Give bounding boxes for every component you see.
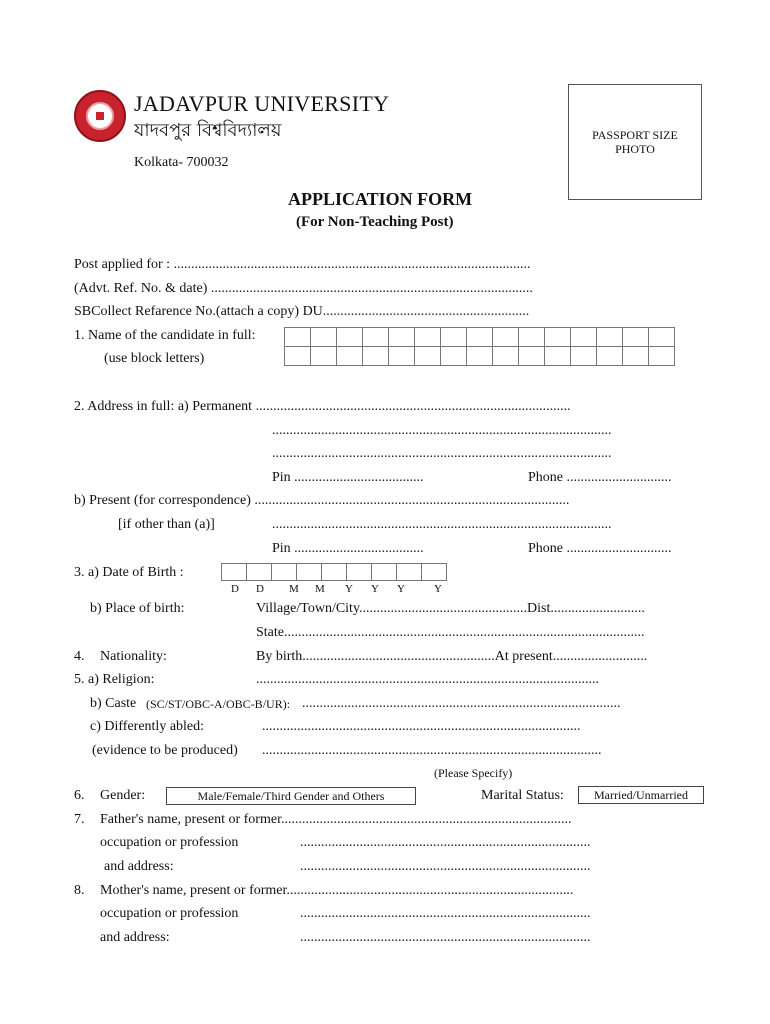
- dob-cell[interactable]: [296, 563, 322, 581]
- gender-label: Gender:: [100, 788, 146, 803]
- dob-letter: Y: [397, 583, 405, 595]
- name-cell[interactable]: [311, 328, 337, 347]
- mother-address-field[interactable]: ...................................................................................: [300, 930, 591, 945]
- dob-letter: Y: [371, 583, 379, 595]
- nationality-label: Nationality:: [100, 649, 167, 664]
- form-title: APPLICATION FORM: [288, 189, 473, 209]
- name-cell[interactable]: [519, 347, 545, 366]
- nationality-field[interactable]: By birth.......................................................At present...........................: [256, 649, 648, 664]
- address-permanent-field[interactable]: 2. Address in full: a) Permanent ..........................................................................................: [74, 399, 571, 414]
- name-cell[interactable]: [337, 347, 363, 366]
- name-cell[interactable]: [389, 328, 415, 347]
- name-grid[interactable]: [284, 327, 675, 366]
- name-cell[interactable]: [597, 347, 623, 366]
- dob-cell[interactable]: [396, 563, 422, 581]
- dob-cell[interactable]: [371, 563, 397, 581]
- address-permanent-line-3[interactable]: .................................................................................................: [272, 446, 612, 461]
- pob-state-field[interactable]: State.......................................................................................................: [256, 625, 645, 640]
- religion-label: 5. a) Religion:: [74, 672, 155, 687]
- address-permanent-line-2[interactable]: .................................................................................................: [272, 423, 612, 438]
- university-name-bengali: যাদবপুর বিশ্ববিদ্যালয়: [134, 120, 282, 141]
- caste-label: b) Caste: [90, 696, 137, 711]
- name-cell[interactable]: [519, 328, 545, 347]
- father-number: 7.: [74, 812, 85, 827]
- evidence-label: (evidence to be produced): [92, 743, 238, 758]
- university-name: JADAVPUR UNIVERSITY: [134, 91, 390, 116]
- dob-label: 3. a) Date of Birth :: [74, 565, 184, 580]
- caste-field[interactable]: ...........................................................................................: [302, 696, 621, 711]
- name-grid-row-1: [285, 328, 675, 347]
- name-label: 1. Name of the candidate in full:: [74, 328, 256, 343]
- dob-letter: M: [315, 583, 325, 595]
- dob-letter: D: [231, 583, 239, 595]
- name-cell[interactable]: [441, 347, 467, 366]
- name-cell[interactable]: [363, 328, 389, 347]
- passport-photo-box: [568, 84, 702, 200]
- name-cell[interactable]: [623, 347, 649, 366]
- religion-field[interactable]: ..................................................................................................: [256, 672, 599, 687]
- name-cell[interactable]: [285, 328, 311, 347]
- photo-label-line-1: PASSPORT SIZE: [592, 128, 678, 142]
- name-cell[interactable]: [337, 328, 363, 347]
- father-occupation-field[interactable]: ...................................................................................: [300, 835, 591, 850]
- dob-cell[interactable]: [271, 563, 297, 581]
- pob-village-field[interactable]: Village/Town/City................................................Dist...........................: [256, 601, 645, 616]
- dob-letter: D: [256, 583, 264, 595]
- dob-cell[interactable]: [346, 563, 372, 581]
- name-cell[interactable]: [441, 328, 467, 347]
- mother-address-label: and address:: [100, 930, 170, 945]
- address-present-note: [if other than (a)]: [118, 517, 215, 532]
- name-cell[interactable]: [545, 347, 571, 366]
- pin-permanent-field[interactable]: Pin .....................................: [272, 470, 424, 485]
- nationality-number: 4.: [74, 649, 85, 664]
- university-logo: [74, 90, 126, 142]
- name-cell[interactable]: [493, 347, 519, 366]
- phone-permanent-field[interactable]: Phone ..............................: [528, 470, 672, 485]
- mother-number: 8.: [74, 883, 85, 898]
- address-present-field[interactable]: b) Present (for correspondence) ..........................................................................................: [74, 493, 570, 508]
- gender-options-box[interactable]: Male/Female/Third Gender and Others: [166, 787, 416, 805]
- father-address-label: and address:: [104, 859, 174, 874]
- dob-cell[interactable]: [246, 563, 272, 581]
- name-cell[interactable]: [571, 347, 597, 366]
- father-address-field[interactable]: ...................................................................................: [300, 859, 591, 874]
- pob-label: b) Place of birth:: [90, 601, 185, 616]
- differently-abled-label: c) Differently abled:: [90, 719, 205, 734]
- name-cell[interactable]: [311, 347, 337, 366]
- name-cell[interactable]: [649, 328, 675, 347]
- caste-options: (SC/ST/OBC-A/OBC-B/UR):: [146, 697, 291, 711]
- post-applied-field[interactable]: Post applied for : ......................................................................................................: [74, 257, 531, 272]
- name-cell[interactable]: [467, 328, 493, 347]
- name-cell[interactable]: [415, 347, 441, 366]
- mother-occupation-label: occupation or profession: [100, 906, 239, 921]
- dob-letter: Y: [434, 583, 442, 595]
- dob-cell[interactable]: [421, 563, 447, 581]
- university-address: Kolkata- 700032: [134, 155, 229, 170]
- evidence-field[interactable]: .................................................................................................: [262, 743, 602, 758]
- father-name-field[interactable]: Father's name, present or former...................................................................................: [100, 812, 572, 827]
- name-cell[interactable]: [415, 328, 441, 347]
- mother-occupation-field[interactable]: ...................................................................................: [300, 906, 591, 921]
- name-cell[interactable]: [467, 347, 493, 366]
- name-cell[interactable]: [649, 347, 675, 366]
- name-cell[interactable]: [363, 347, 389, 366]
- name-note: (use block letters): [104, 351, 205, 366]
- dob-cell[interactable]: [321, 563, 347, 581]
- differently-abled-field[interactable]: ...........................................................................................: [262, 719, 581, 734]
- father-occupation-label: occupation or profession: [100, 835, 239, 850]
- pin-present-field[interactable]: Pin .....................................: [272, 541, 424, 556]
- dob-grid[interactable]: [222, 563, 447, 581]
- sbcollect-field[interactable]: SBCollect Refarence No.(attach a copy) DU...........................................................: [74, 304, 530, 319]
- name-cell[interactable]: [285, 347, 311, 366]
- mother-name-field[interactable]: Mother's name, present or former..................................................................................: [100, 883, 574, 898]
- marital-status-label: Marital Status:: [481, 788, 564, 803]
- marital-options-box[interactable]: Married/Unmarried: [578, 786, 704, 804]
- name-cell[interactable]: [389, 347, 415, 366]
- advt-ref-field[interactable]: (Advt. Ref. No. & date) ............................................................................................: [74, 281, 533, 296]
- dob-letter: M: [289, 583, 299, 595]
- photo-label-line-2: PHOTO: [615, 141, 655, 156]
- dob-cell[interactable]: [221, 563, 247, 581]
- gender-number: 6.: [74, 788, 85, 803]
- name-cell[interactable]: [493, 328, 519, 347]
- name-grid-row-2: [285, 347, 675, 366]
- dob-letter: Y: [345, 583, 353, 595]
- address-present-line-2[interactable]: .................................................................................................: [272, 517, 612, 532]
- name-cell[interactable]: [545, 328, 571, 347]
- name-cell[interactable]: [571, 328, 597, 347]
- phone-present-field[interactable]: Phone ..............................: [528, 541, 672, 556]
- name-cell[interactable]: [623, 328, 649, 347]
- name-cell[interactable]: [597, 328, 623, 347]
- please-specify-note: (Please Specify): [434, 766, 513, 780]
- form-subtitle: (For Non-Teaching Post): [296, 214, 454, 230]
